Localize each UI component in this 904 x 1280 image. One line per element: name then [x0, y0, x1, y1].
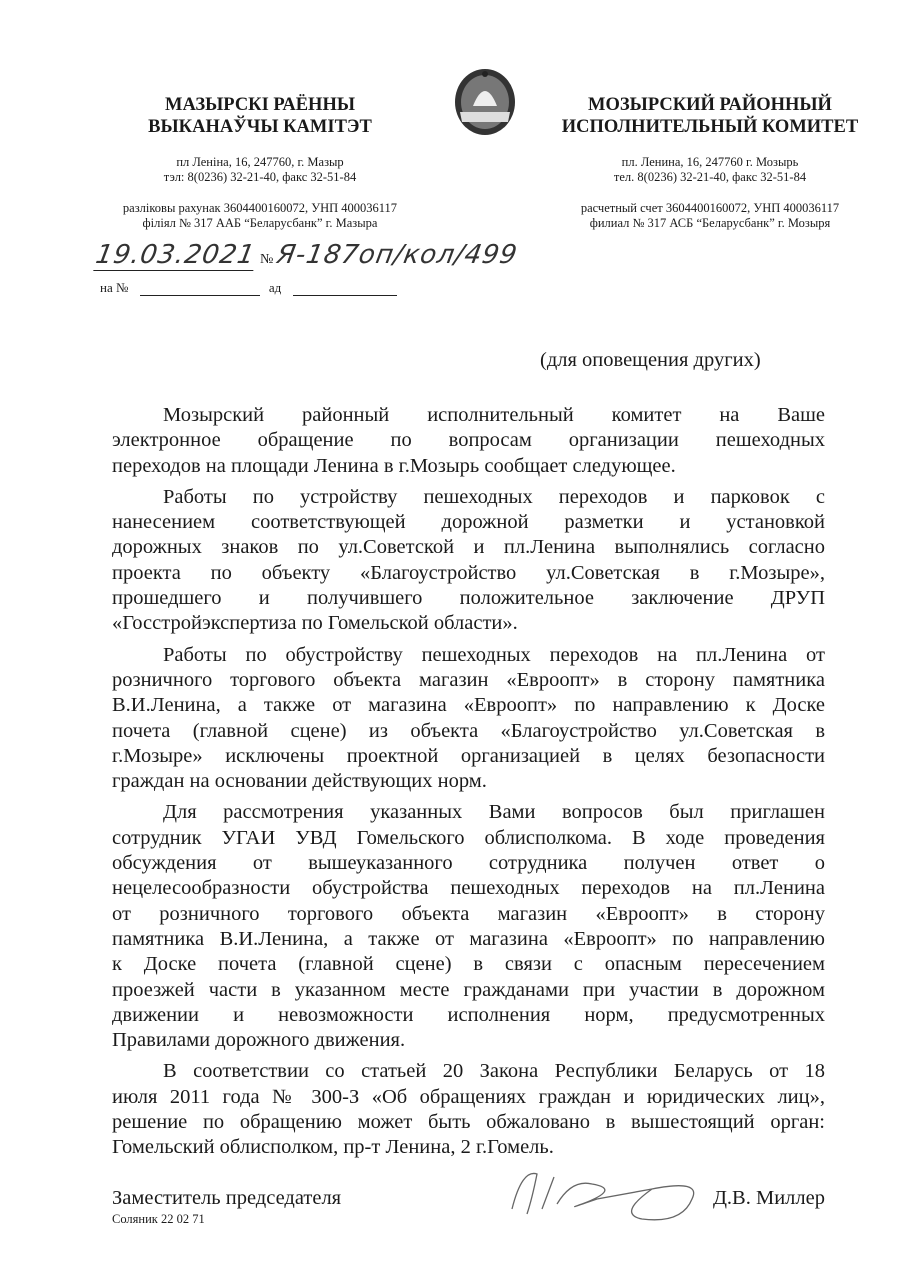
- paragraph-line: Гомельский облисполком, пр-т Ленина, 2 г.Гомель.: [112, 1136, 554, 1159]
- registration-line: [93, 240, 521, 271]
- paragraph-line: Работы по устройству пешеходных переходов и парковок с: [163, 485, 825, 508]
- header-right: [540, 94, 880, 231]
- signer-position: Заместитель председателя: [112, 1187, 342, 1209]
- paragraph-line: почета (главной сцене) из объекта «Благоустройство ул.Советская в: [112, 719, 825, 742]
- handwritten-date: 19.03.2021: [93, 240, 258, 270]
- paragraph-line: памятника В.И.Ленина, а также от магазина «Евроопт» по направлению: [112, 927, 825, 950]
- paragraph: [112, 643, 825, 795]
- handwritten-number: Я-187оп/кол/499: [274, 240, 521, 270]
- letter-body: [112, 397, 825, 1161]
- paragraph-line: сотрудник УГАИ УВД Гомельского облисполкома. В ходе проведения: [112, 826, 825, 849]
- emblem-icon: [448, 66, 522, 138]
- number-label: №: [260, 252, 274, 267]
- paragraph-line: розничного торгового объекта магазин «Евроопт» в сторону памятника: [112, 668, 825, 691]
- handwritten-signature: [502, 1159, 702, 1229]
- paragraph-line: В.И.Ленина, а также от магазина «Евроопт» по направлению к Доске: [112, 694, 825, 717]
- reply-to-blank: [140, 281, 260, 296]
- paragraph-line: Мозырский районный исполнительный комитет на Ваше: [163, 404, 825, 426]
- header-left: [90, 94, 430, 231]
- notice: (для оповещения других): [540, 349, 761, 371]
- paragraph-line: Для рассмотрения указанных Вами вопросов был приглашен: [163, 801, 825, 824]
- paragraph: [112, 800, 825, 1053]
- org-name-ru: МОЗЫРСКИЙ РАЙОННЫЙ ИСПОЛНИТЕЛЬНЫЙ КОМИТЕТ: [561, 95, 859, 137]
- bank-details-ru: расчетный счет 3604400160072, УНП 400036117 филиал № 317 АСБ “Беларусбанк” г. Мозыря: [580, 201, 840, 230]
- paragraph-line: граждан на основании действующих норм.: [112, 770, 487, 793]
- paragraph: [112, 1059, 825, 1160]
- paragraph-line: В соответствии со статьей 20 Закона Республики Беларусь от 18: [163, 1060, 825, 1083]
- reply-to-label: на №: [100, 280, 129, 295]
- paragraph-line: нанесением соответствующей дорожной разметки и установкой: [112, 511, 825, 534]
- from-blank: [293, 281, 397, 296]
- executor: Соляник 22 02 71: [112, 1212, 205, 1226]
- paragraph-line: Работы по обустройству пешеходных переходов на пл.Ленина от: [163, 643, 825, 666]
- paragraph-line: Правилами дорожного движения.: [112, 1029, 406, 1052]
- paragraph-line: проезжей части в указанном месте гражданами при участии в дорожном: [112, 978, 825, 1001]
- paragraph-line: нецелесообразности обустройства пешеходных переходов на пл.Ленина: [112, 877, 825, 900]
- paragraph-line: «Госстройэкспертиза по Гомельской области».: [112, 612, 518, 635]
- paragraph-line: дорожных знаков по ул.Советской и пл.Ленина выполнялись согласно: [112, 536, 825, 559]
- address-by: пл Леніна, 16, 247760, г. Мазыр тэл: 8(0236) 32-21-40, факс 32-51-84: [163, 155, 357, 184]
- signer-name: Д.В. Миллер: [712, 1187, 825, 1209]
- org-name-by: МАЗЫРСКІ РАЁННЫ ВЫКАНАЎЧЫ КАМІТЭТ: [148, 95, 372, 137]
- reply-line: [100, 280, 397, 296]
- from-label: ад: [268, 280, 282, 295]
- paragraph-line: проекта по объекту «Благоустройство ул.Советская в г.Мозыре»,: [112, 561, 825, 584]
- signature-block: [112, 1187, 825, 1227]
- address-ru: пл. Ленина, 16, 247760 г. Мозырь тел. 8(0236) 32-21-40, факс 32-51-84: [613, 155, 807, 184]
- bank-details-by: разліковы рахунак 3604400160072, УНП 400036117 філіял № 317 ААБ “Беларусбанк” г. Мазыра: [122, 201, 398, 230]
- paragraph-line: электронное обращение по вопросам организации пешеходных: [112, 429, 825, 452]
- paragraph: [112, 403, 825, 479]
- paragraph-line: г.Мозыре» исключены проектной организацией в целях безопасности: [112, 744, 825, 767]
- paragraph-line: переходов на площади Ленина в г.Мозырь сообщает следующее.: [112, 454, 676, 477]
- paragraph-line: к Доске почета (главной сцене) в связи с опасным пересечением: [112, 953, 825, 976]
- paragraph-line: движении и невозможности исполнения норм, предусмотренных: [112, 1003, 825, 1026]
- paragraph-line: от розничного торгового объекта магазин «Евроопт» в сторону: [112, 902, 825, 925]
- paragraph-line: решение по обращению может быть обжаловано в вышестоящий орган:: [112, 1111, 825, 1134]
- paragraph: [112, 485, 825, 637]
- paragraph-line: июля 2011 года № 300-З «Об обращениях граждан и юридических лиц»,: [112, 1085, 825, 1108]
- paragraph-line: прошедшего и получившего положительное заключение ДРУП: [112, 587, 825, 610]
- paragraph-line: обсуждения от вышеуказанного сотрудника получен ответ о: [112, 852, 825, 875]
